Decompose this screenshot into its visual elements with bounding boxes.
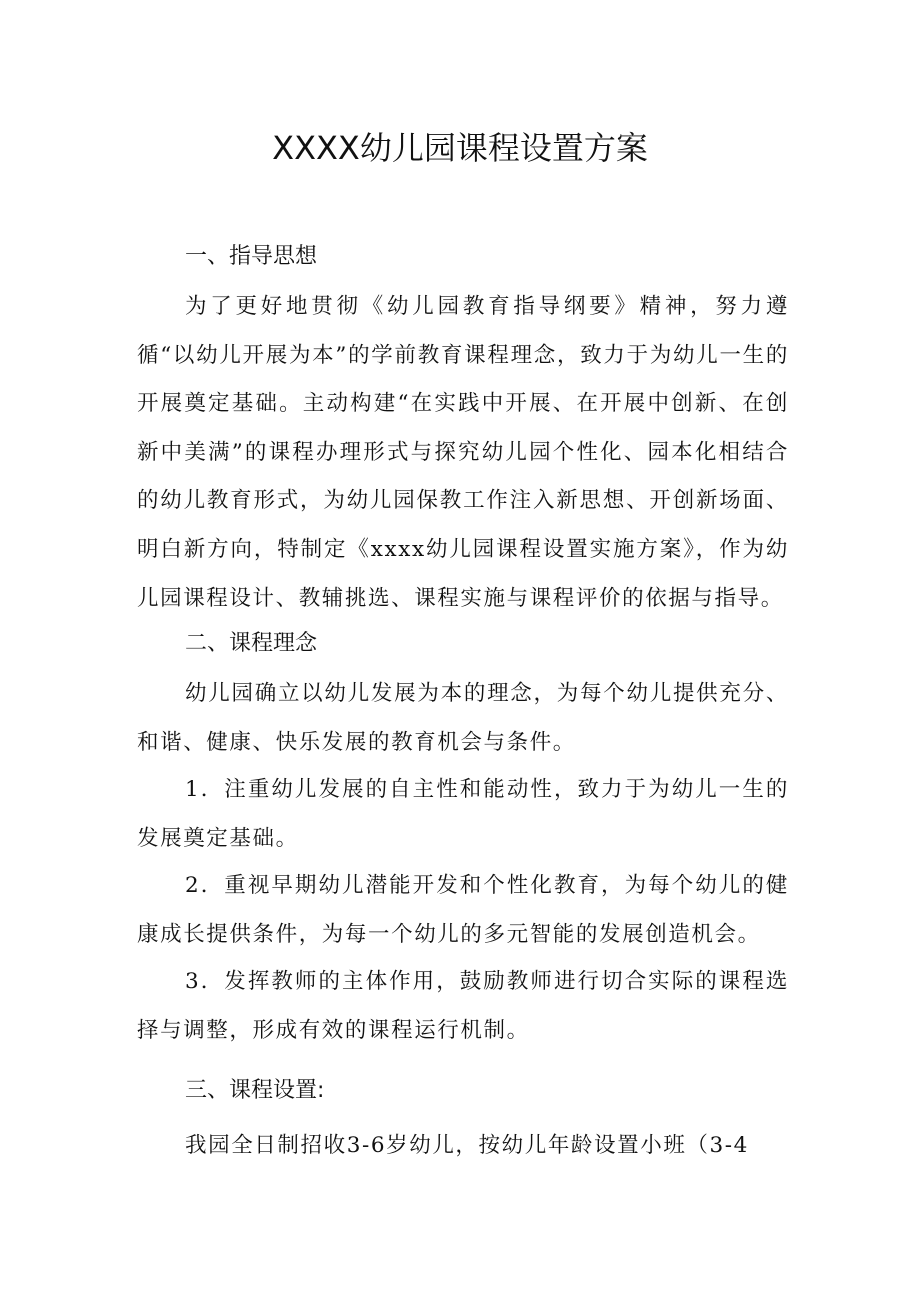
paragraph-guiding-ideology: 为了更好地贯彻《幼儿园教育指导纲要》精神，努力遵循“以幼儿开展为本”的学前教育课程理念，致力于为幼儿一生的开展奠定基础。主动构建“在实践中开展、在开展中创新、在创新中美满”的课程办理形式与探究幼儿园个性化、园本化相结合的幼儿教育形式，为幼儿园保教工作注入新思想、开创新场面、明白新方向，特制定《xxxx幼儿园课程设置实施方案》，作为幼儿园课程设计、教辅挑选、课程实施与课程评价的依据与指导。 [137, 294, 789, 611]
paragraph-curriculum-concept-intro: 幼儿园确立以幼儿发展为本的理念，为每个幼儿提供充分、和谐、健康、快乐发展的教育机会与条件。 [137, 681, 789, 755]
section-heading-curriculum-setup: 三、课程设置: [185, 1078, 325, 1103]
list-item-concept-2: 2．重视早期幼儿潜能开发和个性化教育，为每个幼儿的健康成长提供条件，为每一个幼儿的多元智能的发展创造机会。 [137, 873, 789, 947]
section-heading-curriculum-concept: 二、课程理念 [185, 631, 318, 656]
list-item-concept-3: 3．发挥教师的主体作用，鼓励教师进行切合实际的课程选择与调整，形成有效的课程运行机制。 [137, 969, 789, 1043]
document-title: XXXX幼儿园课程设置方案 [272, 129, 648, 167]
section-heading-guiding-ideology: 一、指导思想 [185, 244, 318, 269]
list-item-concept-1: 1．注重幼儿发展的自主性和能动性，致力于为幼儿一生的发展奠定基础。 [137, 777, 789, 851]
paragraph-curriculum-setup: 我园全日制招收3-6岁幼儿，按幼儿年龄设置小班（3-4 [185, 1133, 749, 1158]
